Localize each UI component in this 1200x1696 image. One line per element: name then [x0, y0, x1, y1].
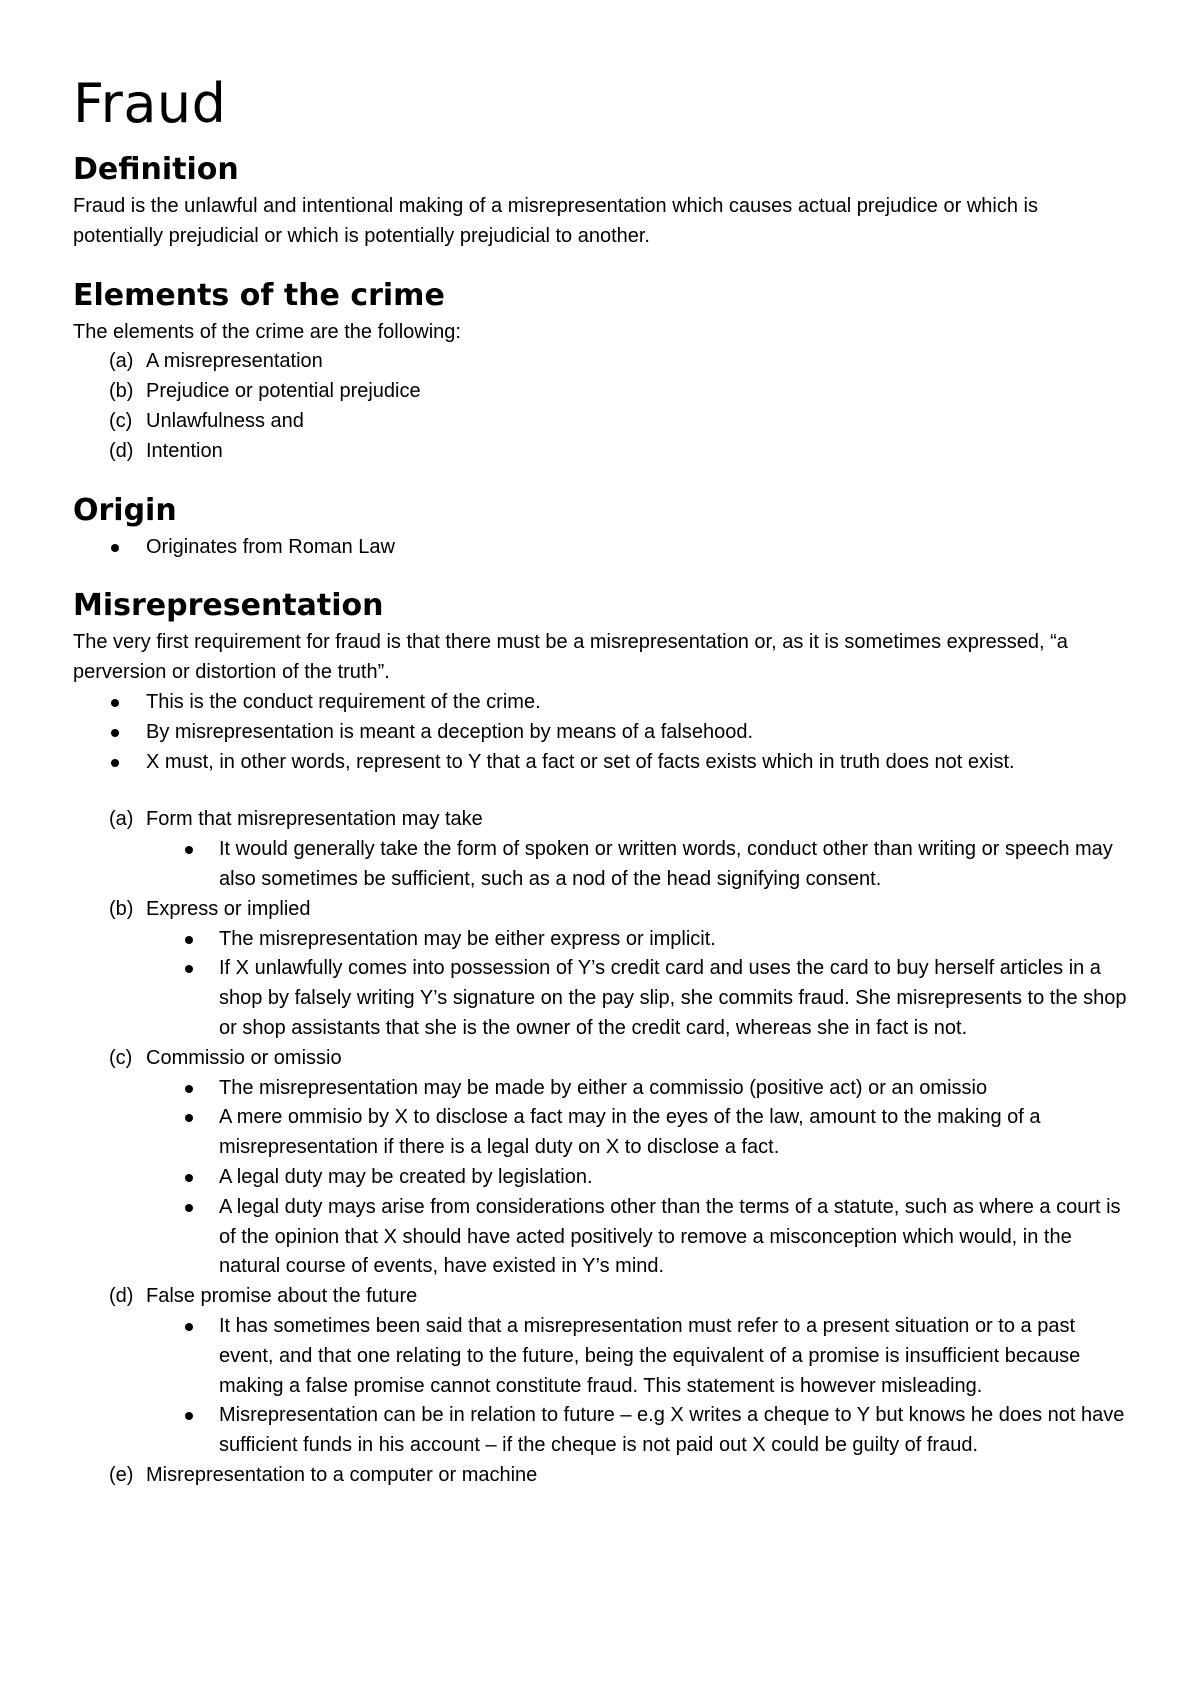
list-item-text: Unlawfulness and: [146, 409, 304, 432]
misrepresentation-intro: The very first requirement for fraud is that there must be a misrepresentation or, as it is sometimes expressed, “a perversion or distortion of the truth”.: [73, 631, 1068, 684]
elements-heading: Elements of the crime: [73, 277, 445, 313]
bullet-text: Misrepresentation can be in relation to future – e.g X writes a cheque to Y but knows he does not have sufficient funds in his account – if the cheque is not paid out X could be guilty of fraud.: [219, 1404, 1125, 1457]
subsection-title-row: [73, 805, 1130, 835]
origin-heading: Origin: [73, 492, 177, 528]
bullet-item: [73, 688, 1130, 718]
bullet-icon: [185, 1204, 193, 1212]
bullet-text: It would generally take the form of spoken or written words, conduct other than writing or speech may also sometimes be sufficient, such as a nod of the head signifying consent.: [219, 838, 1113, 890]
subsection-title: False promise about the future: [146, 1285, 418, 1308]
list-item: [73, 407, 1130, 437]
bullet-icon: [185, 936, 193, 944]
bullet-text: The misrepresentation may be made by either a commissio (positive act) or an omissio: [219, 1076, 988, 1099]
bullet-text: By misrepresentation is meant a deception by means of a falsehood.: [146, 720, 754, 743]
bullet-item: [73, 718, 1130, 748]
bullet-item: [73, 954, 1130, 1043]
subsection-computer: [73, 1461, 1130, 1491]
bullet-text: A mere ommisio by X to disclose a fact may in the eyes of the law, amount to the making of a misrepresentation if there is a legal duty on X to disclose a fact.: [219, 1106, 1041, 1159]
bullet-text: A legal duty may be created by legislation.: [219, 1165, 593, 1188]
list-marker: (c): [109, 1046, 133, 1069]
subsection-title: Express or implied: [146, 897, 311, 920]
bullet-item: [73, 1103, 1130, 1163]
bullet-item: [73, 1193, 1130, 1282]
bullet-icon: [185, 1085, 193, 1093]
subsection-false-promise: [73, 1282, 1130, 1461]
elements-intro: The elements of the crime are the following:: [73, 320, 461, 343]
subsection-title: Commissio or omissio: [146, 1046, 342, 1069]
bullet-item: [73, 1312, 1130, 1401]
bullet-item: [73, 1401, 1130, 1461]
subsection-bullets: [73, 1074, 1130, 1283]
bullet-icon: [185, 846, 193, 854]
bullet-item: [73, 925, 1130, 955]
subsection-title: Form that misrepresentation may take: [146, 808, 483, 831]
misrepresentation-subsections: [73, 805, 1130, 1490]
page-title: Fraud: [73, 72, 227, 135]
bullet-text: The misrepresentation may be either express or implicit.: [219, 927, 716, 950]
subsection-title-row: [73, 895, 1130, 925]
bullet-item: [73, 835, 1130, 895]
misrepresentation-heading: Misrepresentation: [73, 588, 384, 624]
bullet-text: X must, in other words, represent to Y that a fact or set of facts exists which in truth does not exist.: [146, 750, 1015, 773]
bullet-text: It has sometimes been said that a misrepresentation must refer to a present situation or to a past event, and that one relating to the future, being the equivalent of a promise is insufficient because making a false promise cannot constitute fraud. This statement is however misleading.: [219, 1314, 1081, 1397]
list-marker: (d): [109, 1285, 134, 1308]
definition-heading: Definition: [73, 152, 239, 187]
bullet-text: This is the conduct requirement of the crime.: [146, 690, 541, 713]
bullet-icon: [111, 729, 119, 737]
bullet-icon: [111, 759, 119, 767]
list-item-text: A misrepresentation: [146, 350, 323, 373]
bullet-text: If X unlawfully comes into possession of Y’s credit card and uses the card to buy herself articles in a shop by falsely writing Y’s signature on the pay slip, she commits fraud. She misrepresents to the shop or shop assistants that she is the owner of the credit card, whereas she in fact is not.: [219, 957, 1127, 1039]
subsection-title-row: [73, 1461, 1130, 1491]
subsection-title-row: [73, 1044, 1130, 1074]
misrepresentation-section: [73, 584, 1130, 1490]
subsection-bullets: [73, 1312, 1130, 1461]
subsection-title-row: [73, 1282, 1130, 1312]
bullet-icon: [185, 1412, 193, 1420]
list-marker: (e): [109, 1463, 134, 1486]
definition-text: Fraud is the unlawful and intentional making of a misrepresentation which causes actual prejudice or which is potentially prejudicial or which is potentially prejudicial to another.: [73, 195, 1038, 247]
definition-section: [73, 148, 1130, 252]
list-marker: (a): [109, 350, 134, 373]
bullet-item: [73, 1163, 1130, 1193]
subsection-title: Misrepresentation to a computer or machine: [146, 1463, 538, 1486]
list-marker: (d): [109, 439, 134, 462]
list-item: [73, 347, 1130, 377]
bullet-item: [73, 1074, 1130, 1104]
bullet-item: [73, 748, 1130, 778]
subsection-form: [73, 805, 1130, 894]
subsection-express: [73, 895, 1130, 1044]
bullet-icon: [185, 1323, 193, 1331]
list-marker: (b): [109, 897, 134, 920]
bullet-text: A legal duty mays arise from considerations other than the terms of a statute, such as where a court is of the opinion that X should have acted positively to remove a misconception which would, in the natural course of events, have existed in Y’s mind.: [219, 1195, 1121, 1278]
origin-list: [73, 533, 1130, 563]
spacer: [73, 777, 1130, 805]
list-item: [73, 377, 1130, 407]
list-item: [73, 437, 1130, 467]
subsection-bullets: [73, 835, 1130, 895]
bullet-icon: [111, 699, 119, 707]
list-marker: (b): [109, 380, 134, 403]
list-item-text: Intention: [146, 439, 223, 462]
bullet-icon: [111, 544, 119, 552]
subsection-bullets: [73, 925, 1130, 1044]
bullet-icon: [185, 1174, 193, 1182]
list-marker: (a): [109, 808, 134, 831]
elements-section: [73, 274, 1130, 467]
list-marker: (c): [109, 409, 133, 432]
bullet-icon: [185, 1114, 193, 1122]
bullet-item: [73, 533, 1130, 563]
origin-section: [73, 489, 1130, 563]
bullet-icon: [185, 965, 193, 973]
list-item-text: Prejudice or potential prejudice: [146, 380, 421, 403]
bullet-text: Originates from Roman Law: [146, 535, 395, 558]
subsection-commissio: [73, 1044, 1130, 1282]
elements-list: [73, 347, 1130, 466]
misrepresentation-bullets: [73, 688, 1130, 777]
